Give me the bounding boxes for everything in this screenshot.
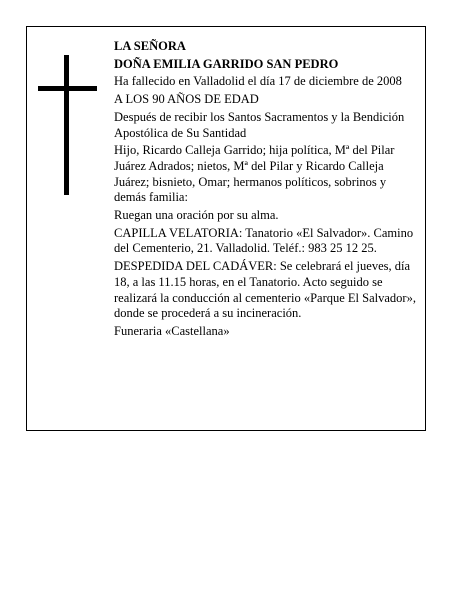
age-line: A LOS 90 AÑOS DE EDAD (114, 92, 259, 107)
prayer-request: Ruegan una oración por su alma. (114, 208, 279, 223)
farewell-info: DESPEDIDA DEL CADÁVER: Se celebrará el jueves, día 18, a las 11.15 horas, en el Tanatorio. Acto seguido se realizará la conducción al cementerio «Parque El Salvador», donde se procederá a su incineración. (114, 259, 416, 321)
chapel-info: CAPILLA VELATORIA: Tanatorio «El Salvador». Camino del Cementerio, 21. Valladolid. Teléf.: 983 25 12 25. (114, 225, 414, 256)
cross-horizontal-bar (38, 86, 97, 91)
obituary-text (114, 39, 418, 342)
funeral-home: Funeraria «Castellana» (114, 323, 230, 338)
sacraments-line: Después de recibir los Santos Sacramentos y la Bendición Apostólica de Su Santidad (114, 109, 405, 140)
honorific: LA SEÑORA (114, 39, 186, 53)
deceased-name: DOÑA EMILIA GARRIDO SAN PEDRO (114, 56, 339, 71)
death-statement: Ha fallecido en Valladolid el día 17 de diciembre de 2008 (114, 74, 402, 89)
family-list: Hijo, Ricardo Calleja Garrido; hija política, Mª del Pilar Juárez Adrados; nietos, Mª del Pilar y Ricardo Calleja Juárez; bisnieto, Omar; hermanos políticos, sobrinos y demás familia: (114, 143, 395, 205)
cross-vertical-bar (64, 55, 69, 195)
